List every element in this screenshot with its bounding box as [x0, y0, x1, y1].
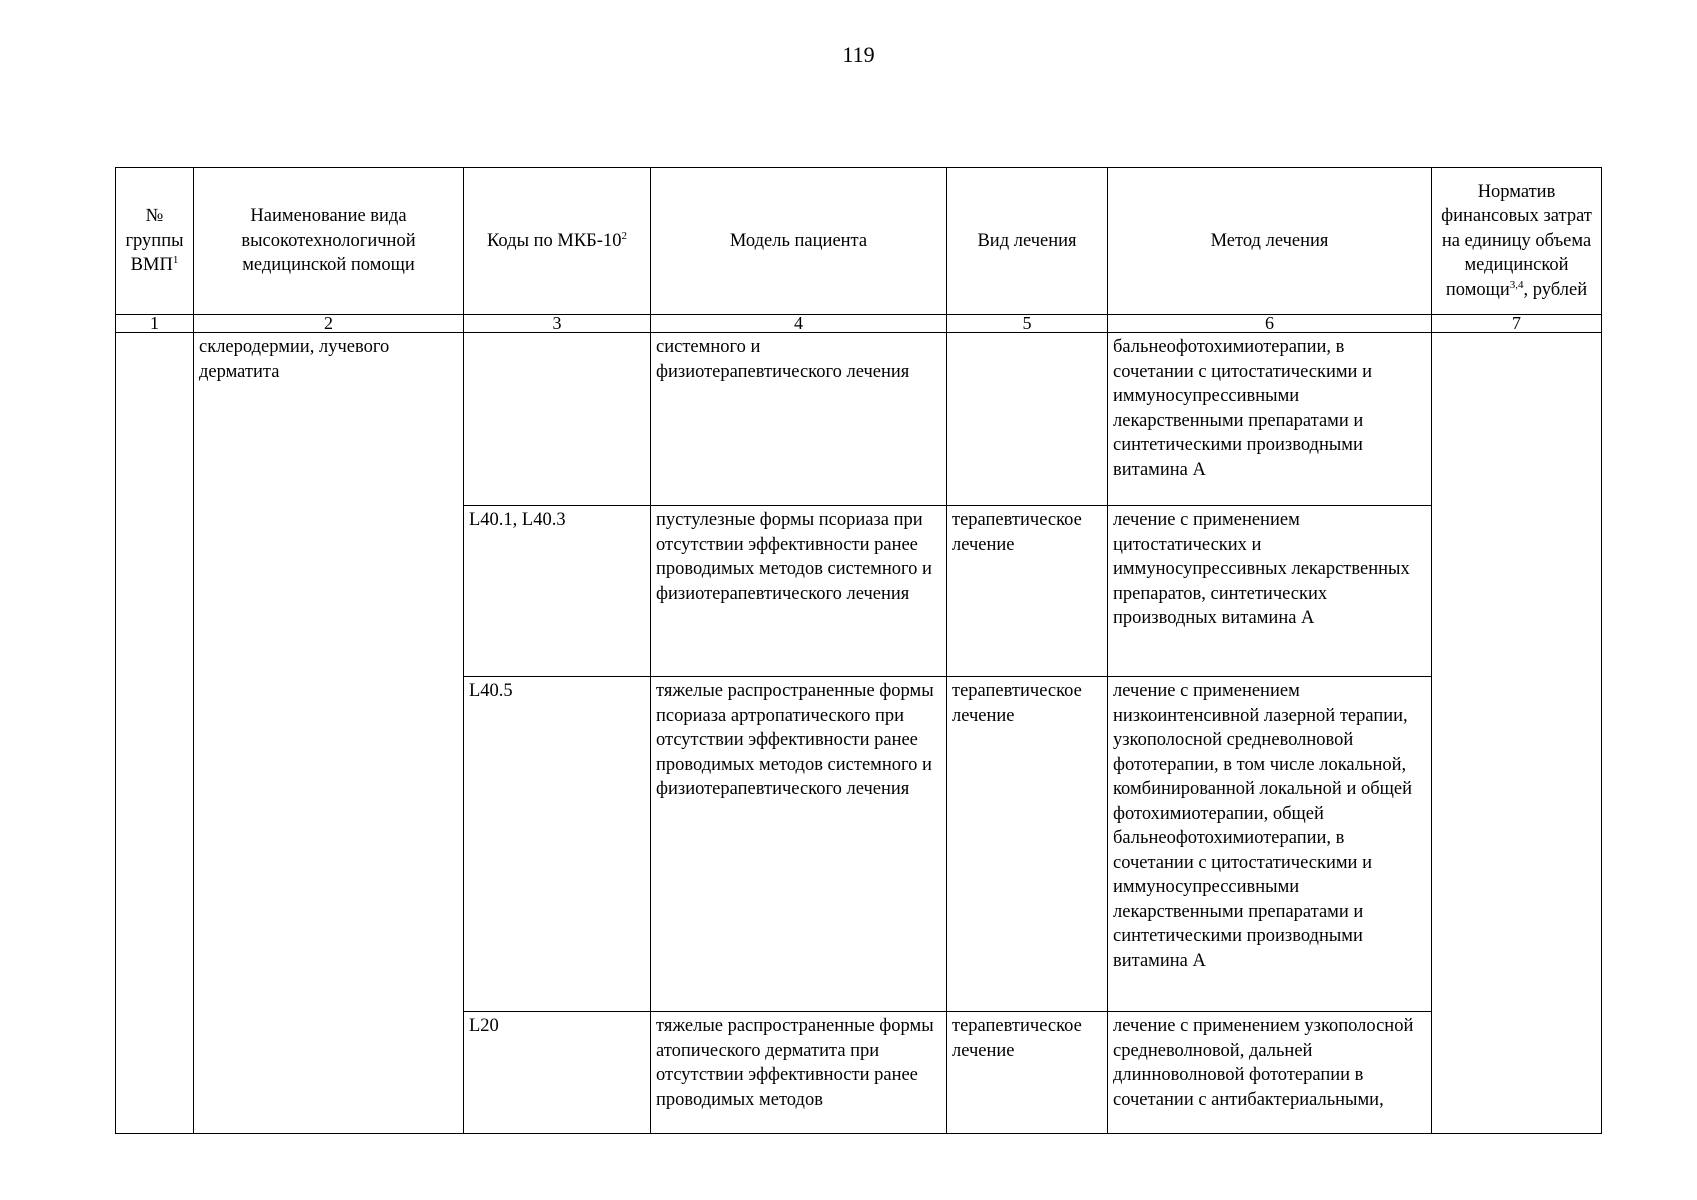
treatment-type-cell	[947, 333, 1108, 506]
patient-model-cell: пустулезные формы псориаза при отсутствии эффективности ранее проводимых методов системного и физиотерапевтического лечения	[651, 506, 947, 677]
column-number: 7	[1432, 315, 1602, 333]
treatment-method-cell: лечение с применением цитостатических и иммуносупрессивных лекарственных препаратов, синтетических производных витамина А	[1108, 506, 1432, 677]
treatment-method-cell: бальнеофотохимиотерапии, в сочетании с цитостатическими и иммуносупрессивными лекарственными препаратами и синтетическими производными витамина А	[1108, 333, 1432, 506]
column-number: 1	[116, 315, 194, 333]
financial-norm-cell	[1432, 333, 1602, 1134]
header-group-number: № группы ВМП$^1$	[116, 168, 194, 315]
group-number-cell	[116, 333, 194, 1134]
header-patient-model: Модель пациента	[651, 168, 947, 315]
treatment-method-cell: лечение с применением узкополосной средневолновой, дальней длинноволновой фототерапии в сочетании с антибактериальными,	[1108, 1012, 1432, 1134]
treatment-method-cell: лечение с применением низкоинтенсивной лазерной терапии, узкополосной средневолновой фототерапии, в том числе локальной, комбинированной локальной и общей фотохимиотерапии, общей бальнеофотохимиотерапии, в сочетании с цитостатическими и иммуносупрессивными лекарственными препаратами и синтетическими производными витамина А	[1108, 677, 1432, 1012]
care-name-cell: склеродермии, лучевого дерматита	[194, 333, 464, 1134]
column-number: 3	[464, 315, 651, 333]
header-icd-codes: Коды по МКБ-$10^2$	[464, 168, 651, 315]
patient-model-cell: тяжелые распространенные формы псориаза артропатического при отсутствии эффективности ранее проводимых методов системного и физиотерапевтического лечения	[651, 677, 947, 1012]
medical-care-table	[115, 167, 1602, 1134]
column-number: 6	[1108, 315, 1432, 333]
column-numbers-row	[116, 315, 1602, 333]
icd-codes-cell: L40.5	[464, 677, 651, 1012]
header-care-name: Наименование вида высокотехнологичной медицинской помощи	[194, 168, 464, 315]
header-row	[116, 168, 1602, 315]
icd-codes-cell: L40.1, L40.3	[464, 506, 651, 677]
patient-model-cell: системного и физиотерапевтического лечения	[651, 333, 947, 506]
column-number: 2	[194, 315, 464, 333]
treatment-type-cell: терапевтическое лечение	[947, 1012, 1108, 1134]
treatment-type-cell: терапевтическое лечение	[947, 677, 1108, 1012]
table-row	[116, 333, 1602, 506]
icd-codes-cell	[464, 333, 651, 506]
treatment-type-cell: терапевтическое лечение	[947, 506, 1108, 677]
patient-model-cell: тяжелые распространенные формы атопического дерматита при отсутствии эффективности ранее проводимых методов	[651, 1012, 947, 1134]
icd-codes-cell: L20	[464, 1012, 651, 1134]
column-number: 5	[947, 315, 1108, 333]
header-treatment-type: Вид лечения	[947, 168, 1108, 315]
column-number: 4	[651, 315, 947, 333]
header-financial-norm: Норматив финансовых затрат на единицу объема медицинской помощи$^{3,4}$, рублей	[1432, 168, 1602, 315]
page-number: 119	[842, 42, 875, 67]
header-treatment-method: Метод лечения	[1108, 168, 1432, 315]
